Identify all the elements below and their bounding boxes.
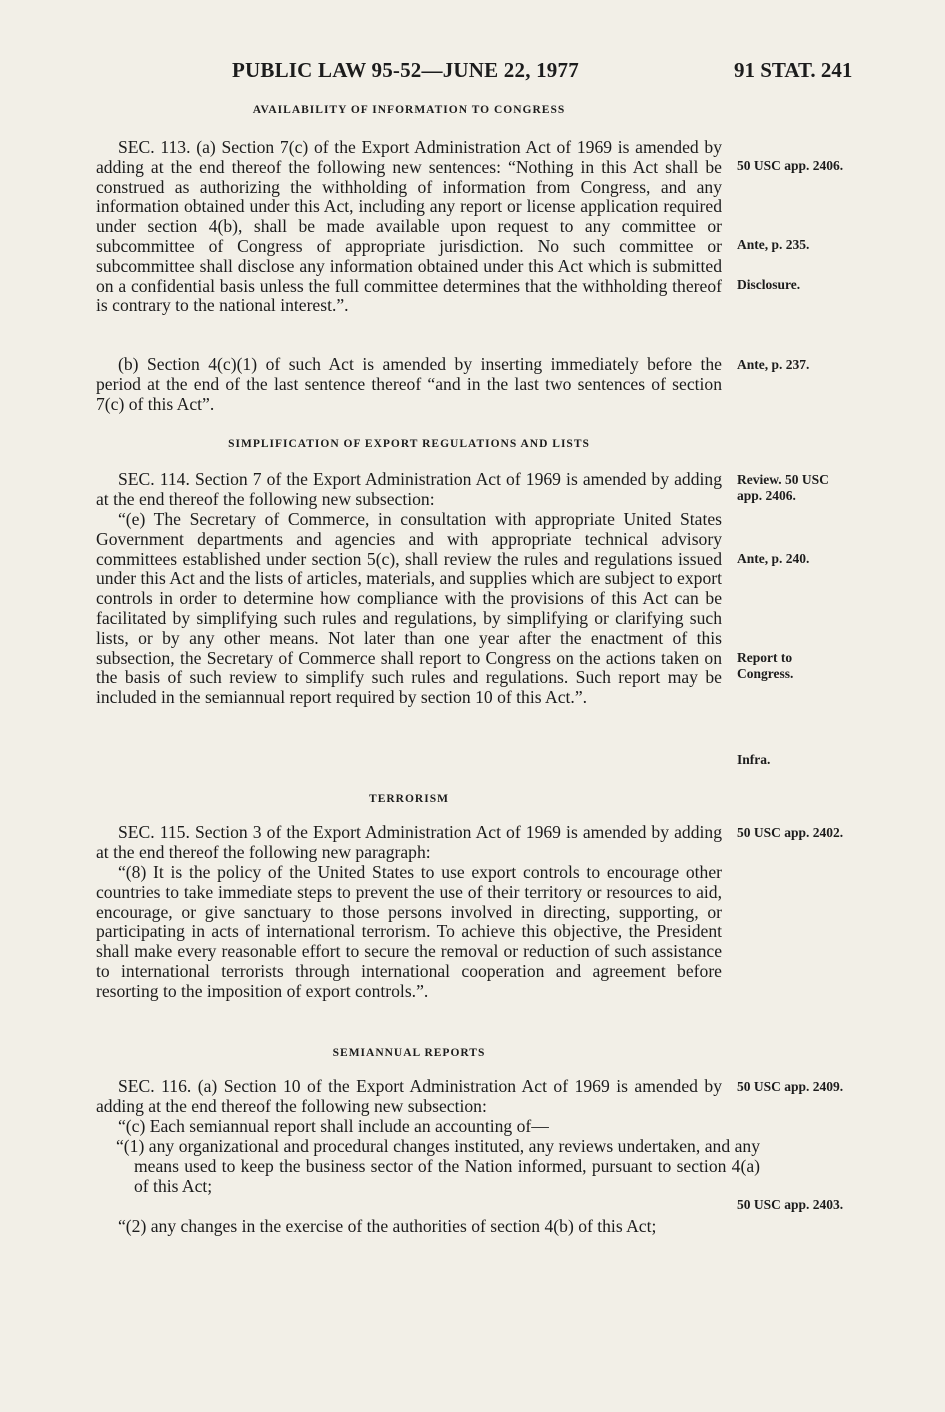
margin-note: Ante, p. 240. [737, 551, 810, 566]
section-116-item-2: “(2) any changes in the exercise of the authorities of section 4(b) of this Act; [118, 1216, 657, 1236]
section-116-item-1: “(1) any organizational and procedural changes instituted, any reviews undertaken, and any means used to keep the business sector of the Nation informed, pursuant to section 4(a) of this Act; [116, 1136, 760, 1196]
section-115-paragraph-8: “(8) It is the policy of the United States to use export controls to encourage other countries to take immediate steps to prevent the use of their territory or resources to aid, encourage, or give sanctuary to those persons involved in directing, supporting, or participating in acts of international terrorism. To achieve this objective, the President shall make every reasonable effort to secure the removal or reduction of such assistance to international terrorists through international cooperation and agreement before resorting to the imposition of export controls.”. [96, 862, 722, 1001]
margin-note: 50 USC app. 2402. [737, 825, 844, 840]
section-heading: SEMIANNUAL REPORTS [332, 1047, 486, 1059]
section-115-intro: SEC. 115. Section 3 of the Export Administration Act of 1969 is amended by adding at the end thereof the following new paragraph: [96, 822, 722, 862]
margin-note: Ante, p. 237. [737, 357, 810, 372]
margin-note: Ante, p. 235. [737, 237, 810, 252]
section-113-paragraph-b: (b) Section 4(c)(1) of such Act is amended by inserting immediately before the period at the end of the last sentence thereof “and in the last two sentences of section 7(c) of this Act”. [96, 354, 722, 414]
margin-note: Review. 50 USC app. 2406. [737, 472, 829, 503]
section-heading: AVAILABILITY OF INFORMATION TO CONGRESS [252, 104, 566, 116]
margin-note: 50 USC app. 2409. [737, 1079, 844, 1094]
section-heading: TERRORISM [369, 793, 449, 805]
section-116-subsection-c: “(c) Each semiannual report shall include an accounting of— [118, 1116, 549, 1136]
running-header-title: PUBLIC LAW 95-52—JUNE 22, 1977 [232, 58, 579, 82]
margin-note: Disclosure. [737, 277, 801, 292]
section-116-intro: SEC. 116. (a) Section 10 of the Export Administration Act of 1969 is amended by adding at the end thereof the following new subsection: [96, 1076, 722, 1116]
section-114-intro: SEC. 114. Section 7 of the Export Administration Act of 1969 is amended by adding at the end thereof the following new subsection: [96, 469, 722, 509]
section-114-subsection-e: “(e) The Secretary of Commerce, in consultation with appropriate United States Government departments and agencies and with appropriate technical advisory committees established under section 5(c), shall review the rules and regulations issued under this Act and the lists of articles, materials, and supplies which are subject to export controls in order to determine how compliance with the provisions of this Act can be facilitated by simplifying such rules and regulations, by simplifying or clarifying such lists, or by any other means. Not later than one year after the enactment of this subsection, the Secretary of Commerce shall report to Congress on the actions taken on the basis of such review to simplify such rules and regulations. Such report may be included in the semiannual report required by section 10 of this Act.”. [96, 509, 722, 708]
margin-note: Infra. [737, 752, 771, 767]
section-113-paragraph-a: SEC. 113. (a) Section 7(c) of the Export Administration Act of 1969 is amended by adding at the end thereof the following new sentences: “Nothing in this Act shall be construed as authorizing the withholding of information from Congress, and any information obtained under this Act, including any report or license application required under section 4(b), shall be made available upon request to any committee or subcommittee of Congress of appropriate jurisdiction. No such committee or subcommittee shall disclose any information obtained under this Act which is submitted on a confidential basis unless the full committee determines that the withholding thereof is contrary to the national interest.”. [96, 137, 722, 316]
margin-note: 50 USC app. 2403. [737, 1197, 844, 1212]
margin-note: Report to Congress. [737, 650, 794, 681]
margin-note: 50 USC app. 2406. [737, 158, 844, 173]
statute-page-number: 91 STAT. 241 [734, 58, 853, 82]
section-heading: SIMPLIFICATION OF EXPORT REGULATIONS AND LISTS [228, 438, 590, 450]
